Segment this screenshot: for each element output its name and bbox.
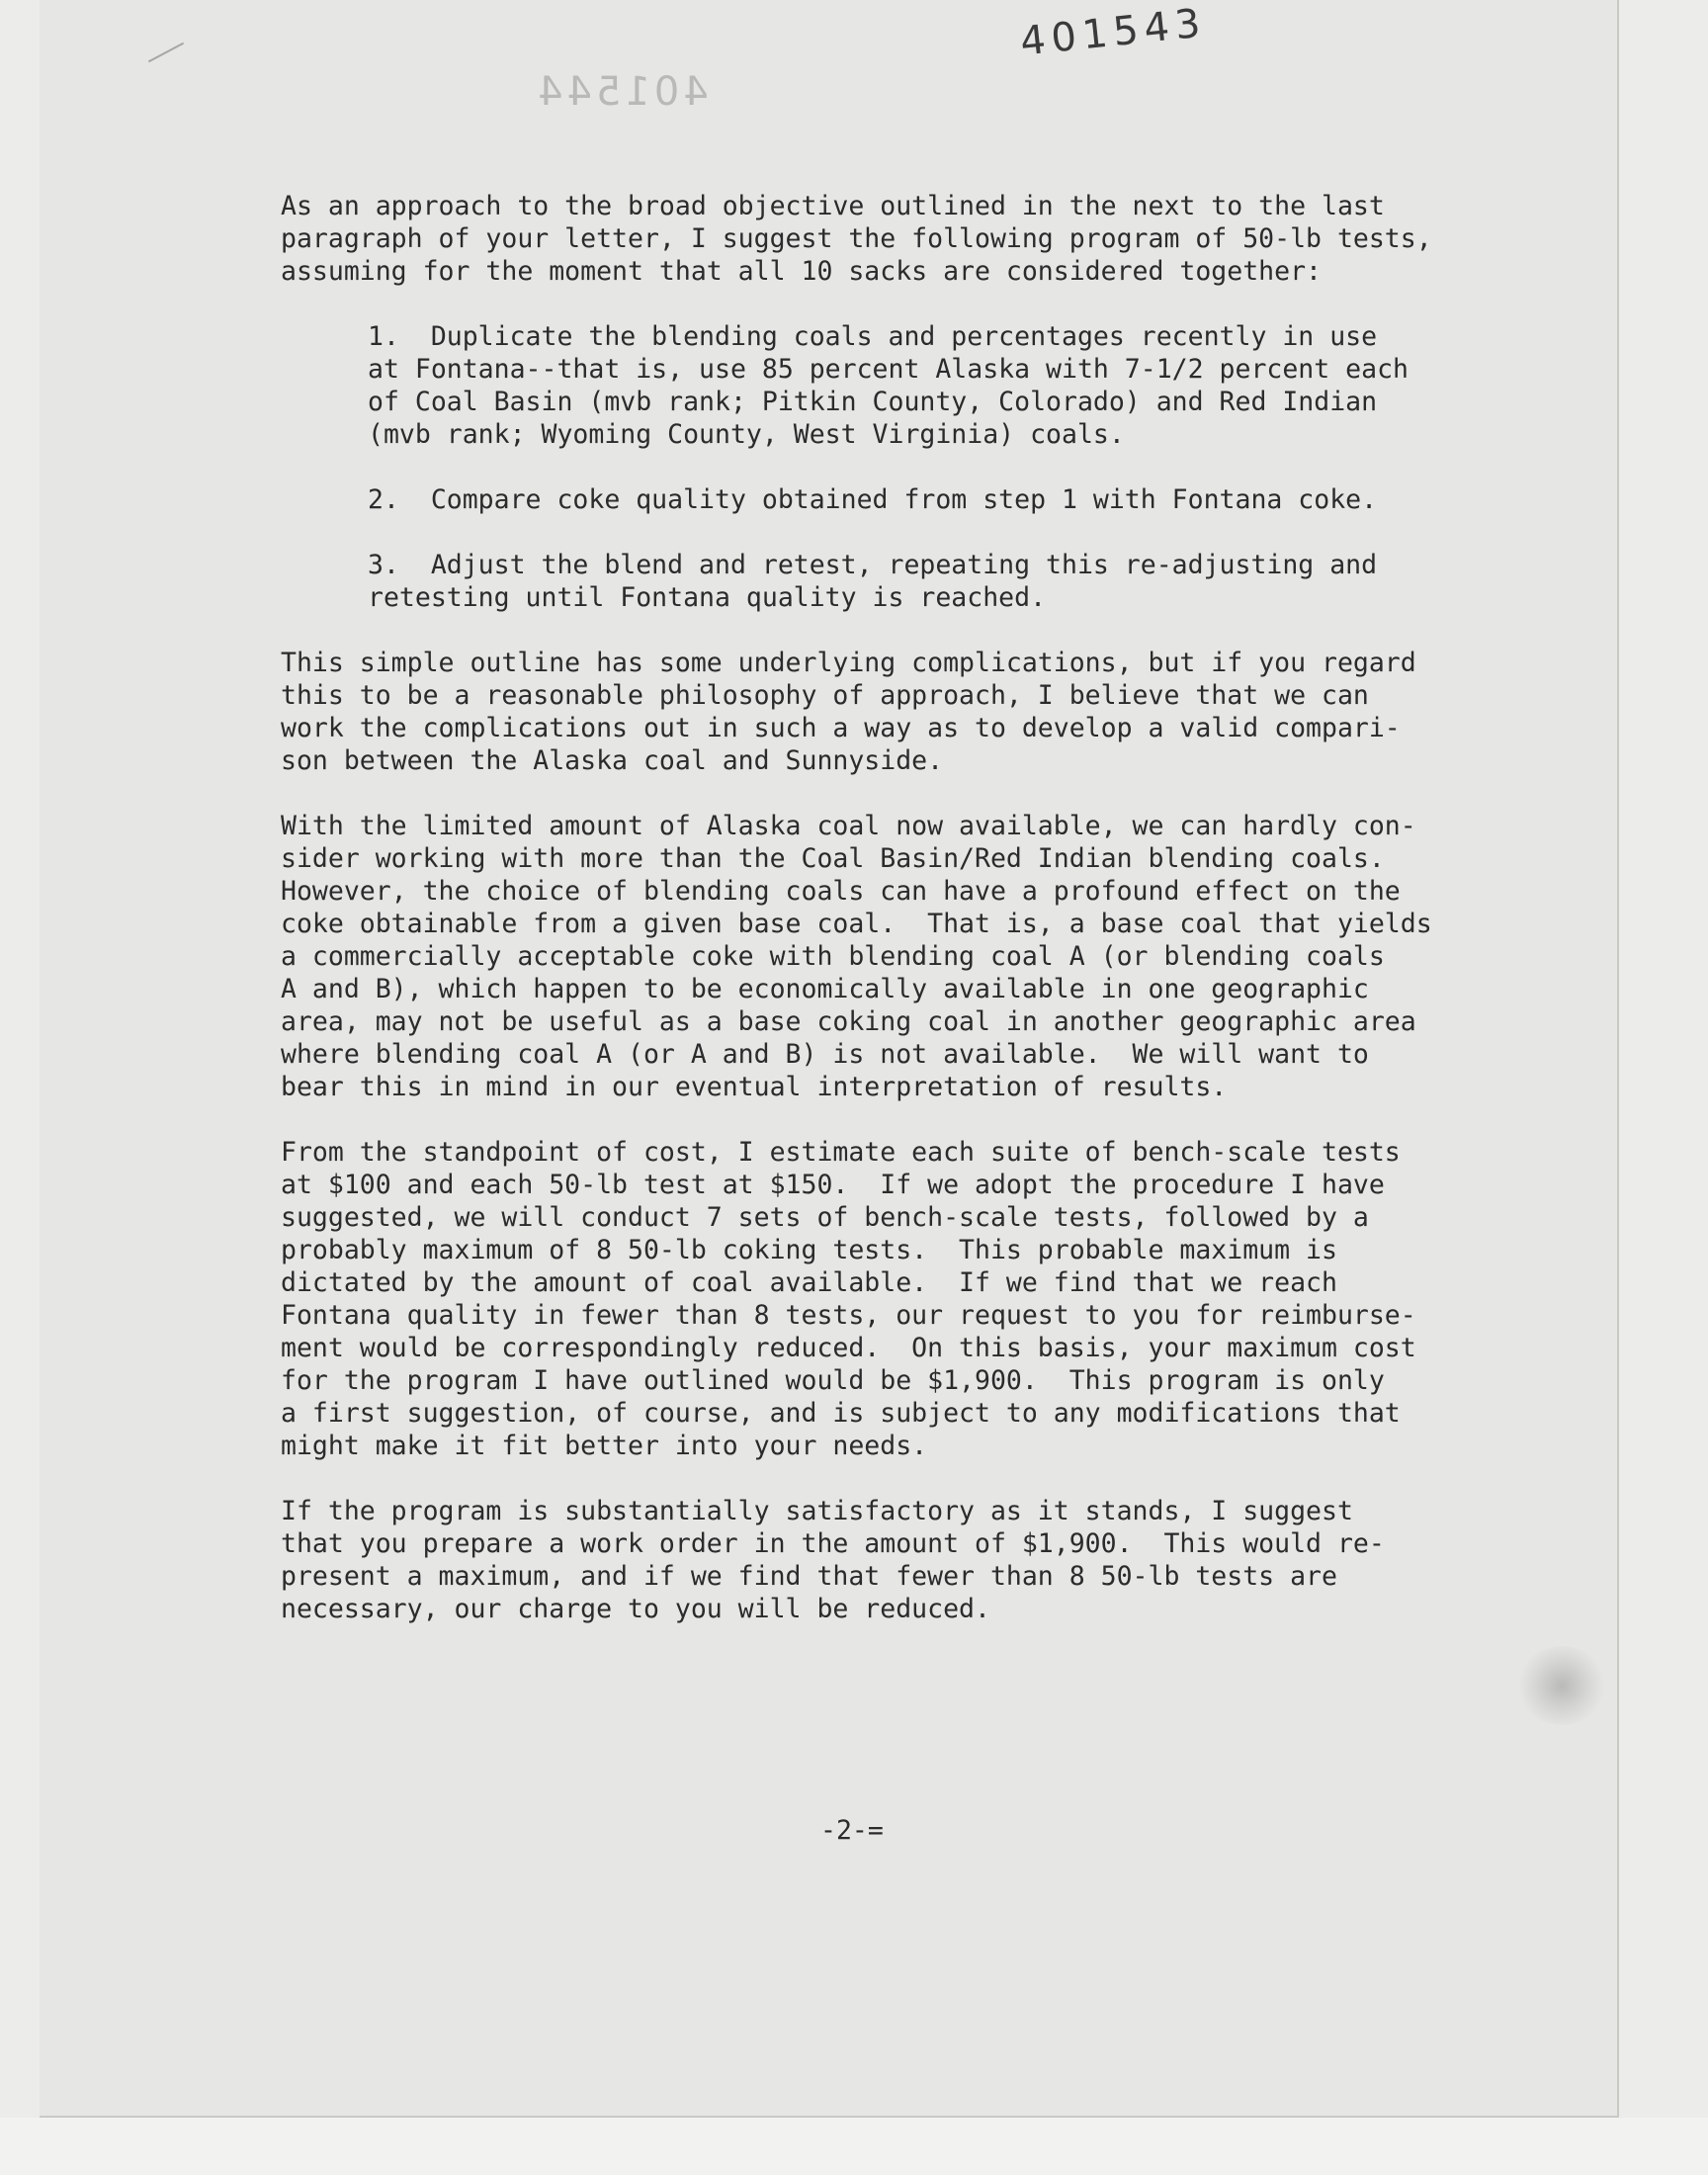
- text-line: 3. Adjust the blend and retest, repeating this re-adjusting and: [368, 550, 1378, 580]
- text-line: of Coal Basin (mvb rank; Pitkin County, Colorado) and Red Indian: [368, 387, 1378, 417]
- text-line: assuming for the moment that all 10 sacks are considered together:: [281, 256, 1322, 287]
- text-line: suggested, we will conduct 7 sets of bench-scale tests, followed by a: [281, 1202, 1369, 1233]
- text-line: If the program is substantially satisfactory as it stands, I suggest: [281, 1496, 1353, 1526]
- pen-mark: [148, 43, 184, 63]
- complications-paragraph: [281, 647, 1496, 777]
- text-line: present a maximum, and if we find that fewer than 8 50-lb tests are: [281, 1561, 1337, 1592]
- document-number-stamp: 401543: [1018, 0, 1209, 65]
- text-line: might make it fit better into your needs.: [281, 1431, 928, 1461]
- intro-paragraph: [281, 190, 1496, 288]
- text-line: (mvb rank; Wyoming County, West Virginia) coals.: [368, 419, 1125, 450]
- text-line: son between the Alaska coal and Sunnyside.: [281, 745, 944, 776]
- text-line: As an approach to the broad objective outlined in the next to the last: [281, 191, 1385, 221]
- step-2: [368, 483, 1496, 516]
- text-line: bear this in mind in our eventual interpretation of results.: [281, 1072, 1228, 1102]
- letter-body: [281, 190, 1496, 1658]
- text-line: work the complications out in such a way as to develop a valid compari-: [281, 713, 1401, 743]
- cost-paragraph: [281, 1136, 1496, 1462]
- blending-coals-paragraph: [281, 810, 1496, 1103]
- text-line: A and B), which happen to be economically available in one geographic: [281, 974, 1369, 1004]
- text-line: a first suggestion, of course, and is subject to any modifications that: [281, 1398, 1401, 1429]
- text-line: dictated by the amount of coal available. If we find that we reach: [281, 1267, 1337, 1298]
- text-line: at $100 and each 50-lb test at $150. If we adopt the procedure I have: [281, 1170, 1385, 1200]
- step-3: [368, 549, 1496, 614]
- text-line: However, the choice of blending coals can have a profound effect on the: [281, 876, 1401, 907]
- text-line: paragraph of your letter, I suggest the following program of 50-lb tests,: [281, 223, 1432, 254]
- text-line: From the standpoint of cost, I estimate each suite of bench-scale tests: [281, 1137, 1401, 1168]
- step-1: [368, 320, 1496, 451]
- text-line: probably maximum of 8 50-lb coking tests. This probable maximum is: [281, 1235, 1337, 1265]
- text-line: retesting until Fontana quality is reached.: [368, 582, 1047, 613]
- text-line: coke obtainable from a given base coal. That is, a base coal that yields: [281, 909, 1432, 939]
- text-line: a commercially acceptable coke with blending coal A (or blending coals: [281, 941, 1385, 972]
- text-line: area, may not be useful as a base coking coal in another geographic area: [281, 1006, 1416, 1037]
- page-number: -2-=: [820, 1815, 884, 1846]
- text-line: this to be a reasonable philosophy of approach, I believe that we can: [281, 680, 1369, 711]
- text-line: where blending coal A (or A and B) is not available. We will want to: [281, 1039, 1369, 1070]
- text-line: 2. Compare coke quality obtained from step 1 with Fontana coke.: [368, 484, 1378, 515]
- faint-bleed-through-number: 401544: [534, 69, 709, 115]
- text-line: This simple outline has some underlying complications, but if you regard: [281, 648, 1416, 678]
- scanner-margin: [0, 2118, 1708, 2175]
- text-line: With the limited amount of Alaska coal now available, we can hardly con-: [281, 811, 1416, 841]
- text-line: ment would be correspondingly reduced. On this basis, your maximum cost: [281, 1333, 1416, 1363]
- text-line: for the program I have outlined would be $1,900. This program is only: [281, 1365, 1385, 1396]
- work-order-paragraph: [281, 1495, 1496, 1625]
- text-line: at Fontana--that is, use 85 percent Alaska with 7-1/2 percent each: [368, 354, 1409, 385]
- ink-smudge: [1517, 1646, 1606, 1725]
- text-line: that you prepare a work order in the amount of $1,900. This would re-: [281, 1528, 1385, 1559]
- document-page: [40, 0, 1619, 2118]
- text-line: Fontana quality in fewer than 8 tests, our request to you for reimburse-: [281, 1300, 1416, 1331]
- text-line: necessary, our charge to you will be reduced.: [281, 1594, 990, 1624]
- text-line: 1. Duplicate the blending coals and percentages recently in use: [368, 321, 1378, 352]
- text-line: sider working with more than the Coal Basin/Red Indian blending coals.: [281, 843, 1385, 874]
